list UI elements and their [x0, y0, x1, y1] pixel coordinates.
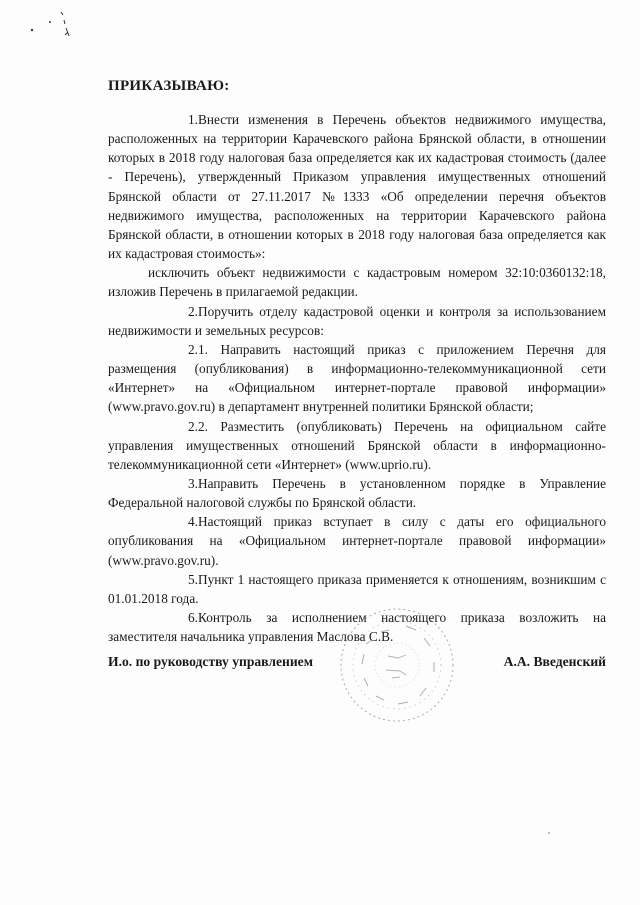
paragraph-text: исключить объект недвижимости с кадастровым номером 32:10:0360132:18, изложив Перечень в прилагаемой редакции.: [108, 265, 606, 300]
paragraph-2-1: [108, 340, 606, 417]
paragraph-text: Направить настоящий приказ с приложением Перечня для размещения (опубликования) в информационно-телекоммуникационной сети «Интернет» на «Официальном интернет-портале правовой информации» (www.pravo.gov.ru) в департамент внутренней политики Брянской области;: [108, 341, 606, 415]
paragraph-text: Внести изменения в Перечень объектов недвижимого имущества, расположенных на территории Карачевского района Брянской области, в отношении которых в 2018 году налоговая база определяется как их кадастровая стоимость (далее - Перечень), утвержденный Приказом управления имущественных отношений Брянской области от 27.11.2017 №1333 «Об определении перечня объектов недвижимого имущества, расположенных на территории Карачевского района Брянской области, в отношении которых в 2018 году налоговая база определяется как их кадастровая стоимость»:: [108, 112, 606, 262]
paragraph-text: Контроль за исполнением настоящего приказа возложить на заместителя начальника управления Маслова С.В.: [108, 610, 606, 645]
paragraph-1: [108, 110, 606, 263]
paragraph-number: 2.2.: [188, 418, 208, 434]
paragraph-number: 5.: [188, 571, 198, 587]
paragraph-text: Направить Перечень в установленном порядке в Управление Федеральной налоговой службы по Брянской области.: [108, 475, 606, 511]
paragraph-2: [108, 302, 606, 340]
paragraph-number: 4.: [188, 514, 198, 530]
signature-block: [108, 654, 606, 670]
order-heading: ПРИКАЗЫВАЮ:: [108, 78, 230, 94]
paragraph-3: [108, 474, 606, 512]
paragraph-number: 2.1.: [188, 341, 208, 357]
order-body: [108, 110, 606, 646]
paragraph-text: Поручить отделу кадастровой оценки и контроля за использованием недвижимости и земельных ресурсов:: [108, 303, 606, 338]
paragraph-2-2: [108, 417, 606, 474]
paragraph-text: Настоящий приказ вступает в силу с даты его официального опубликования на «Официальном интернет-портале правовой информации» (www.pravo.gov.ru).: [108, 514, 606, 568]
scan-dot: [548, 832, 550, 834]
paragraph-4: [108, 512, 606, 569]
signatory-name: А.А. Введенский: [503, 654, 606, 669]
paragraph-5: [108, 570, 606, 608]
paragraph-number: 2.: [188, 303, 198, 319]
signatory-position: И.о. по руководству управлением: [108, 654, 313, 669]
paragraph-number: 6.: [188, 610, 198, 626]
paragraph-text: Пункт 1 настоящего приказа применяется к отношениям, возникшим с 01.01.2018 года.: [108, 571, 606, 606]
scan-specks: [28, 8, 88, 48]
paragraph-number: 3.: [188, 475, 198, 491]
paragraph-number: 1.: [188, 112, 198, 127]
paragraph-1-exclusion: [108, 263, 606, 301]
paragraph-text: Разместить (опубликовать) Перечень на официальном сайте управления имущественных отношений Брянской области в информационно-телекоммуникационной сети «Интернет» (www.uprio.ru).: [108, 418, 606, 472]
